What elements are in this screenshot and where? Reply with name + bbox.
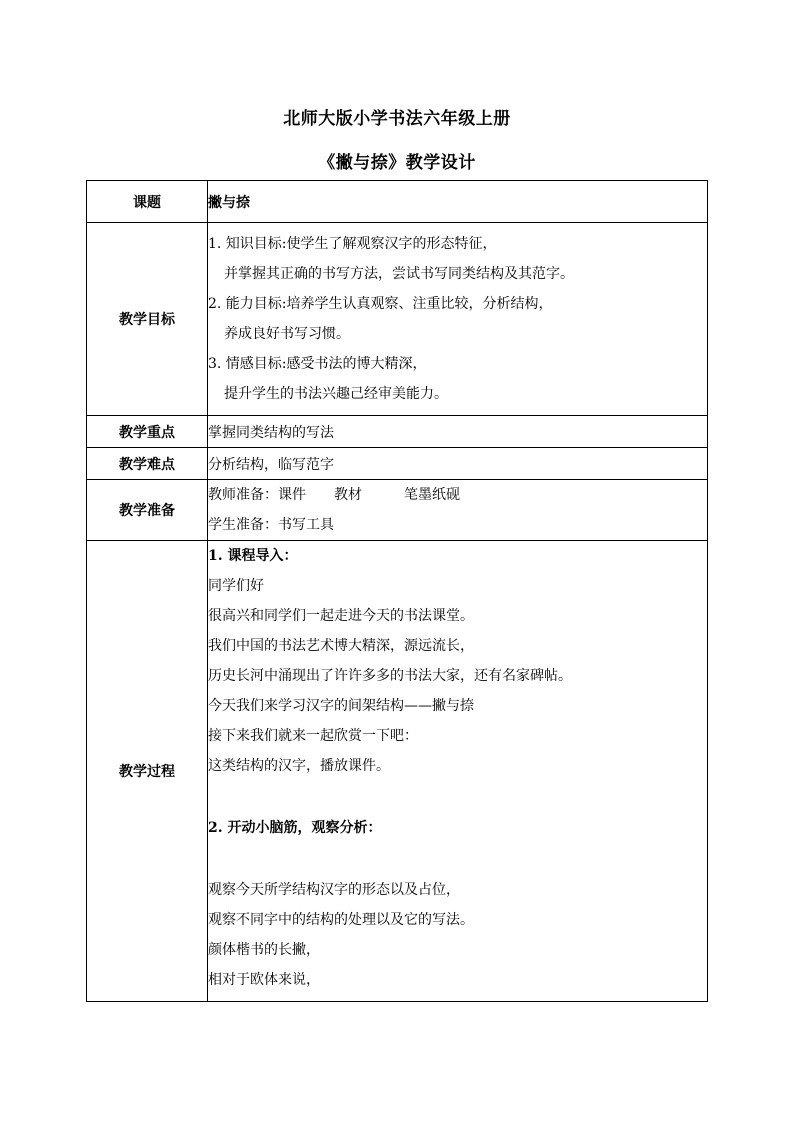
objectives-content <box>208 223 708 416</box>
objective-line: 并掌握其正确的书写方法，尝试书写同类结构及其范字。 <box>224 266 574 282</box>
key-points-label: 教学重点 <box>87 416 208 448</box>
objective-line: 3. 情感目标:感受书法的博大精深， <box>208 356 427 372</box>
process-line: 这类结构的汉字，播放课件。 <box>208 758 390 774</box>
process-line: 观察不同字中的结构的处理以及它的写法。 <box>208 912 474 928</box>
process-line: 历史长河中涌现出了许许多多的书法大家，还有名家碑帖。 <box>208 668 572 684</box>
process-line: 很高兴和同学们一起走进今天的书法课堂。 <box>208 608 474 624</box>
objective-line: 2. 能力目标:培养学生认真观察、注重比较，分析结构， <box>208 296 553 312</box>
objectives-label: 教学目标 <box>87 223 208 416</box>
process-line: 今天我们来学习汉字的间架结构——撇与捺 <box>208 698 474 714</box>
difficulties-label: 教学难点 <box>87 448 208 480</box>
teacher-preparation: 教师准备：课件 教材 笔墨纸砚 <box>208 487 460 503</box>
student-preparation: 学生准备：书写工具 <box>208 517 334 533</box>
process-row <box>87 541 708 1002</box>
process-label: 教学过程 <box>87 541 208 1002</box>
process-line: 相对于欧体来说， <box>208 972 320 988</box>
process-section-heading: 1. 课程导入： <box>208 548 298 564</box>
objective-line: 养成良好书写习惯。 <box>224 326 350 342</box>
preparation-row <box>87 480 708 541</box>
process-line: 颜体楷书的长撇， <box>208 942 320 958</box>
objectives-row <box>87 223 708 416</box>
process-line: 同学们好 <box>208 578 264 594</box>
document-title: 北师大版小学书法六年级上册 <box>283 109 511 129</box>
document-subtitle: 《撇与捺》教学设计 <box>318 153 476 173</box>
process-content <box>208 541 708 1002</box>
lesson-plan-table <box>86 180 708 1002</box>
process-section-heading: 2. 开动小脑筋，观察分析： <box>208 820 382 836</box>
difficulties-row <box>87 448 708 480</box>
process-line: 观察今天所学结构汉字的形态以及占位， <box>208 882 460 898</box>
topic-row <box>87 181 708 223</box>
process-line: 我们中国的书法艺术博大精深，源远流长， <box>208 638 474 654</box>
preparation-label: 教学准备 <box>87 480 208 541</box>
topic-label: 课题 <box>87 181 208 223</box>
preparation-content <box>208 480 708 541</box>
objective-line: 1. 知识目标:使学生了解观察汉字的形态特征， <box>208 236 497 252</box>
process-line: 接下来我们就来一起欣赏一下吧： <box>208 728 418 744</box>
key-points-value: 掌握同类结构的写法 <box>208 416 708 448</box>
topic-value: 撇与捺 <box>208 181 708 223</box>
objective-line: 提升学生的书法兴趣己经审美能力。 <box>224 386 448 402</box>
key-points-row <box>87 416 708 448</box>
difficulties-value: 分析结构，临写范字 <box>208 448 708 480</box>
